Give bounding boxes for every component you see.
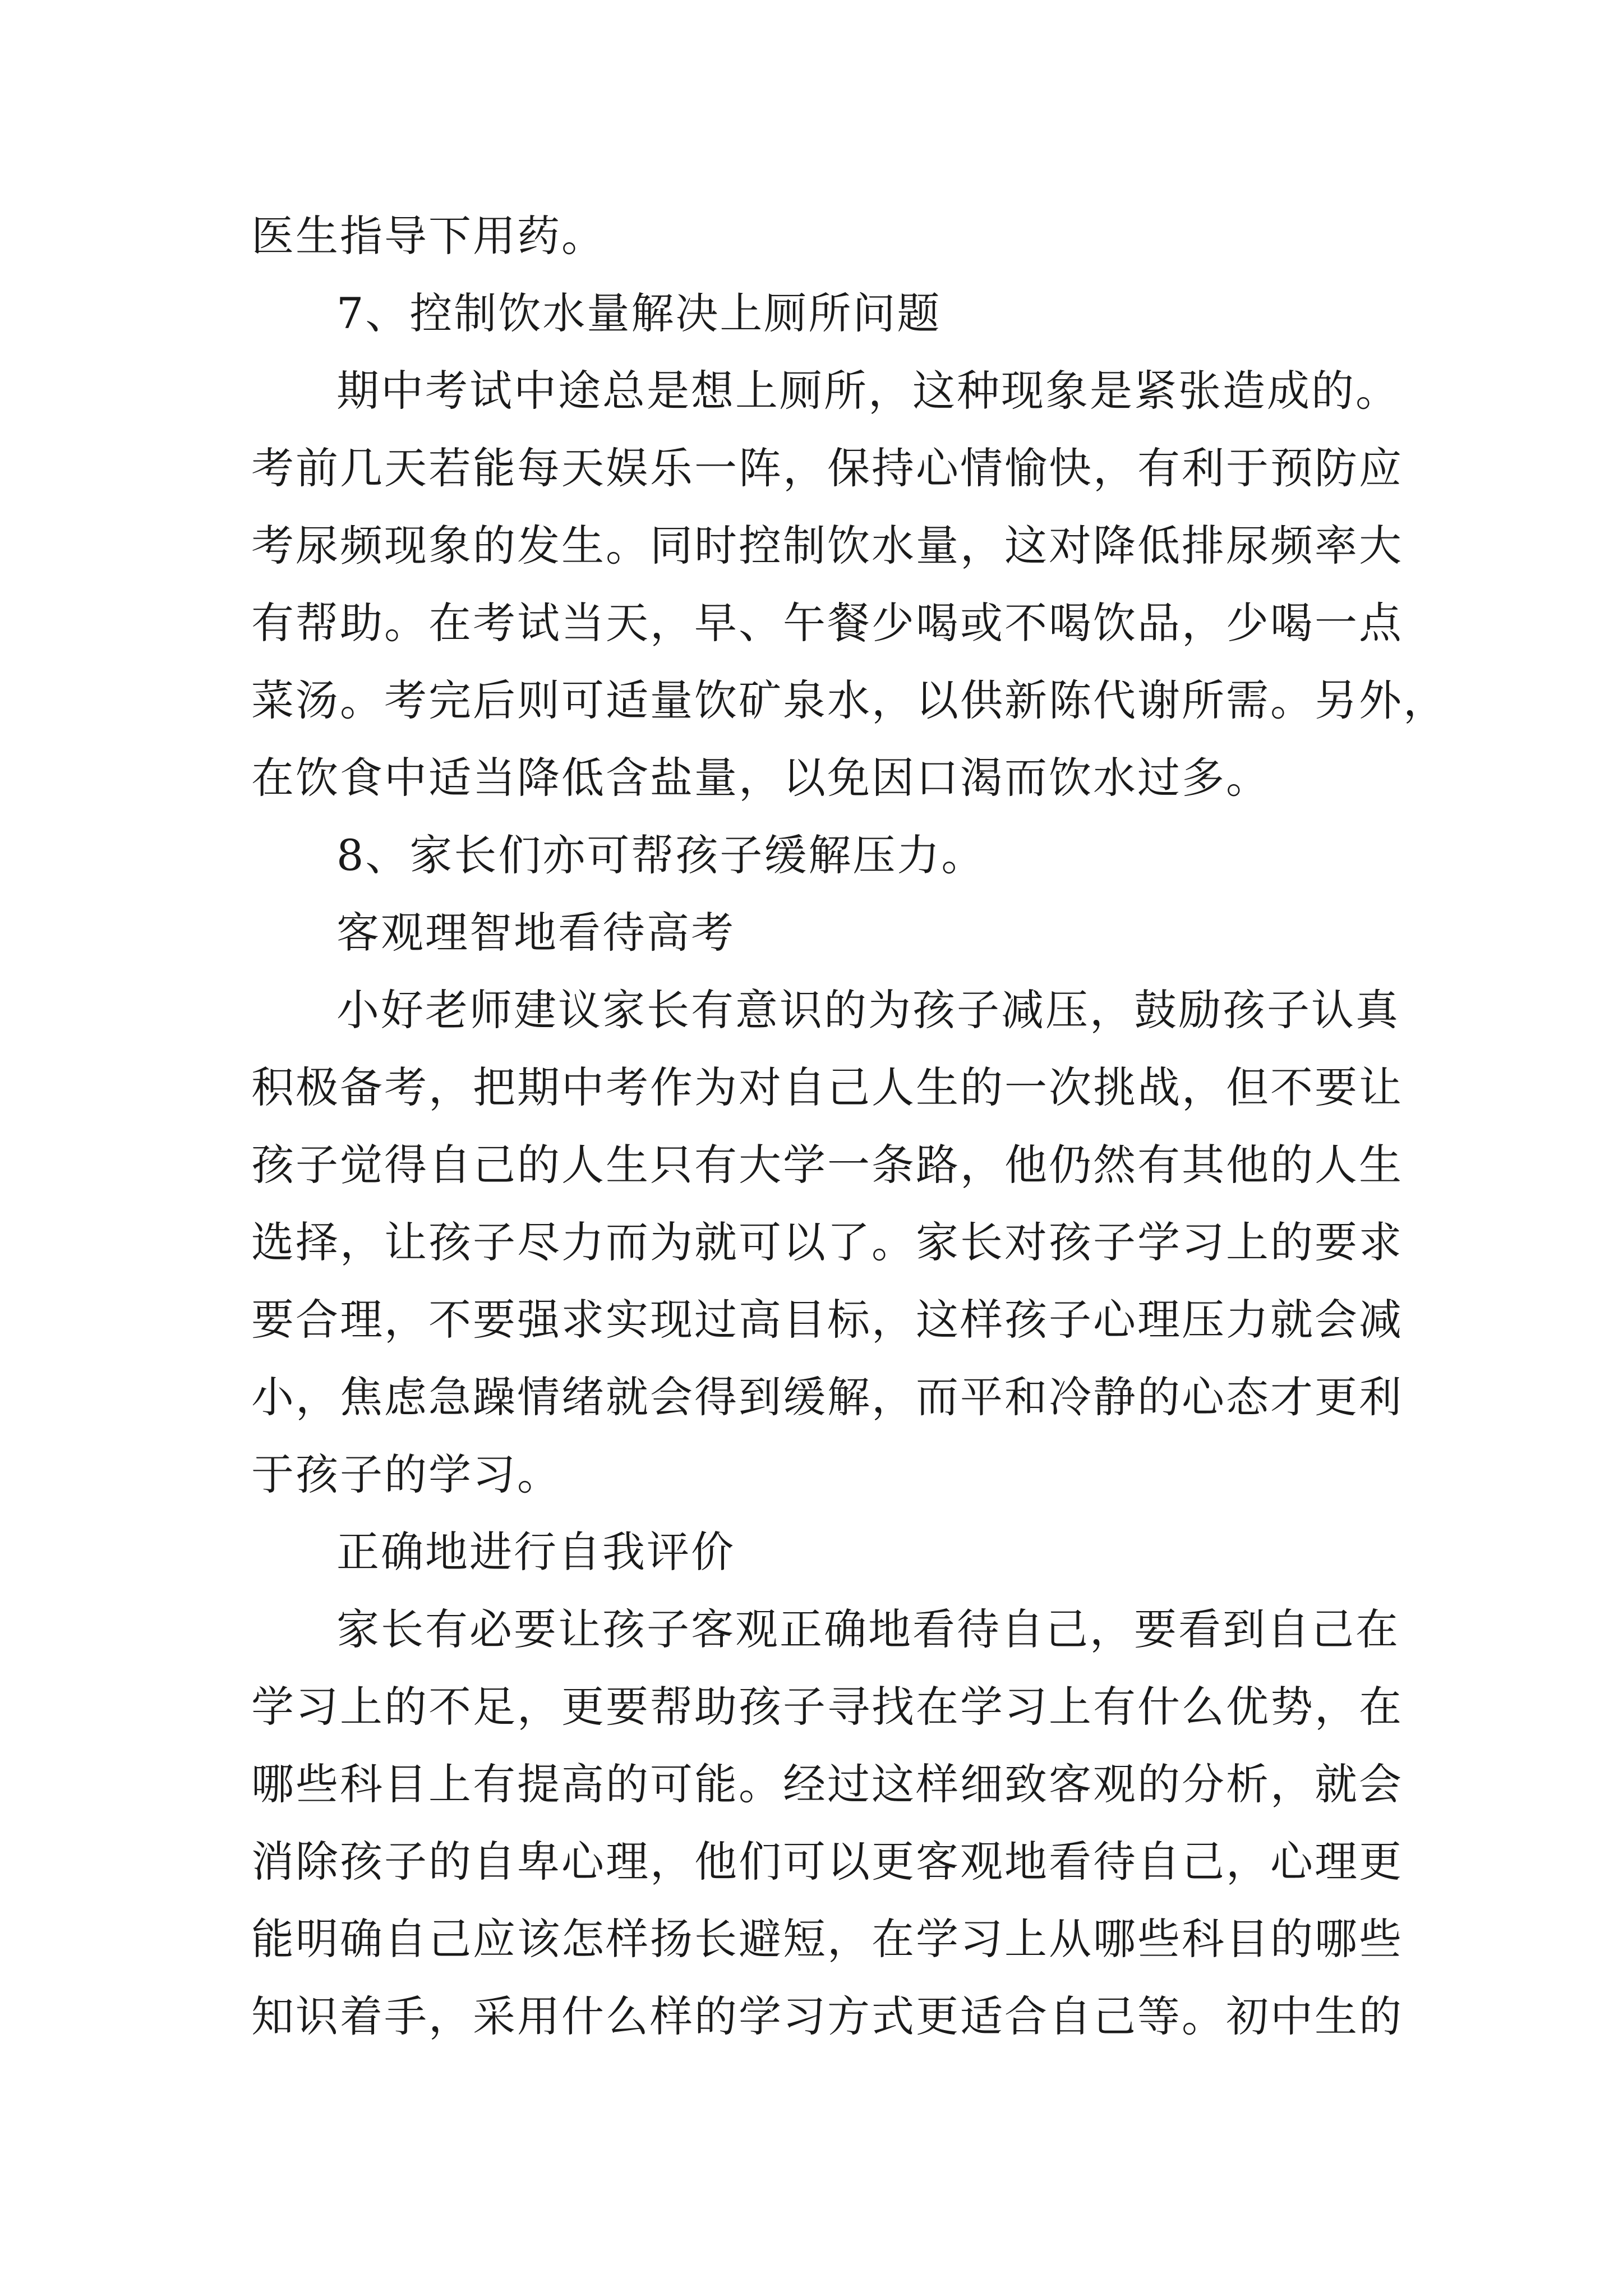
- text-line: 考前几天若能每天娱乐一阵，保持心情愉快，有利于预防应: [251, 443, 1403, 493]
- text-line: 要合理，不要强求实现过高目标，这样孩子心理压力就会减: [251, 1295, 1403, 1345]
- text-line: 医生指导下用药。: [251, 211, 606, 261]
- text-line: 积极备考，把期中考作为对自己人生的一次挑战，但不要让: [251, 1062, 1403, 1112]
- text-line: 有帮助。在考试当天，早、午餐少喝或不喝饮品，少喝一点: [251, 598, 1403, 648]
- text-line: 菜汤。考完后则可适量饮矿泉水，以供新陈代谢所需。另外，: [251, 675, 1447, 725]
- text-line: 小好老师建议家长有意识的为孩子减压，鼓励孩子认真: [336, 985, 1400, 1035]
- subsection-heading: 客观理智地看待高考: [336, 908, 735, 958]
- section-heading: 8、家长们亦可帮孩子缓解压力。: [336, 830, 986, 880]
- text-line: 期中考试中途总是想上厕所，这种现象是紧张造成的。: [336, 366, 1400, 416]
- text-line: 消除孩子的自卑心理，他们可以更客观地看待自己，心理更: [251, 1837, 1403, 1887]
- subsection-heading: 正确地进行自我评价: [336, 1527, 735, 1577]
- section-heading: 7、控制饮水量解决上厕所问题: [336, 288, 942, 338]
- text-line: 学习上的不足，更要帮助孩子寻找在学习上有什么优势，在: [251, 1682, 1403, 1732]
- text-line: 在饮食中适当降低含盐量，以免因口渴而饮水过多。: [251, 753, 1270, 803]
- text-line: 能明确自己应该怎样扬长避短，在学习上从哪些科目的哪些: [251, 1914, 1403, 1964]
- text-line: 家长有必要让孩子客观正确地看待自己，要看到自己在: [336, 1604, 1400, 1654]
- document-body: [251, 197, 1447, 2055]
- text-line: 选择，让孩子尽力而为就可以了。家长对孩子学习上的要求: [251, 1217, 1403, 1267]
- text-line: 哪些科目上有提高的可能。经过这样细致客观的分析，就会: [251, 1759, 1403, 1809]
- text-line: 小，焦虑急躁情绪就会得到缓解，而平和冷静的心态才更利: [251, 1372, 1403, 1422]
- text-line: 于孩子的学习。: [251, 1450, 561, 1499]
- text-line: 知识着手，采用什么样的学习方式更适合自己等。初中生的: [251, 1991, 1403, 2041]
- text-line: 孩子觉得自己的人生只有大学一条路，他仍然有其他的人生: [251, 1140, 1403, 1190]
- text-line: 考尿频现象的发生。同时控制饮水量，这对降低排尿频率大: [251, 521, 1403, 570]
